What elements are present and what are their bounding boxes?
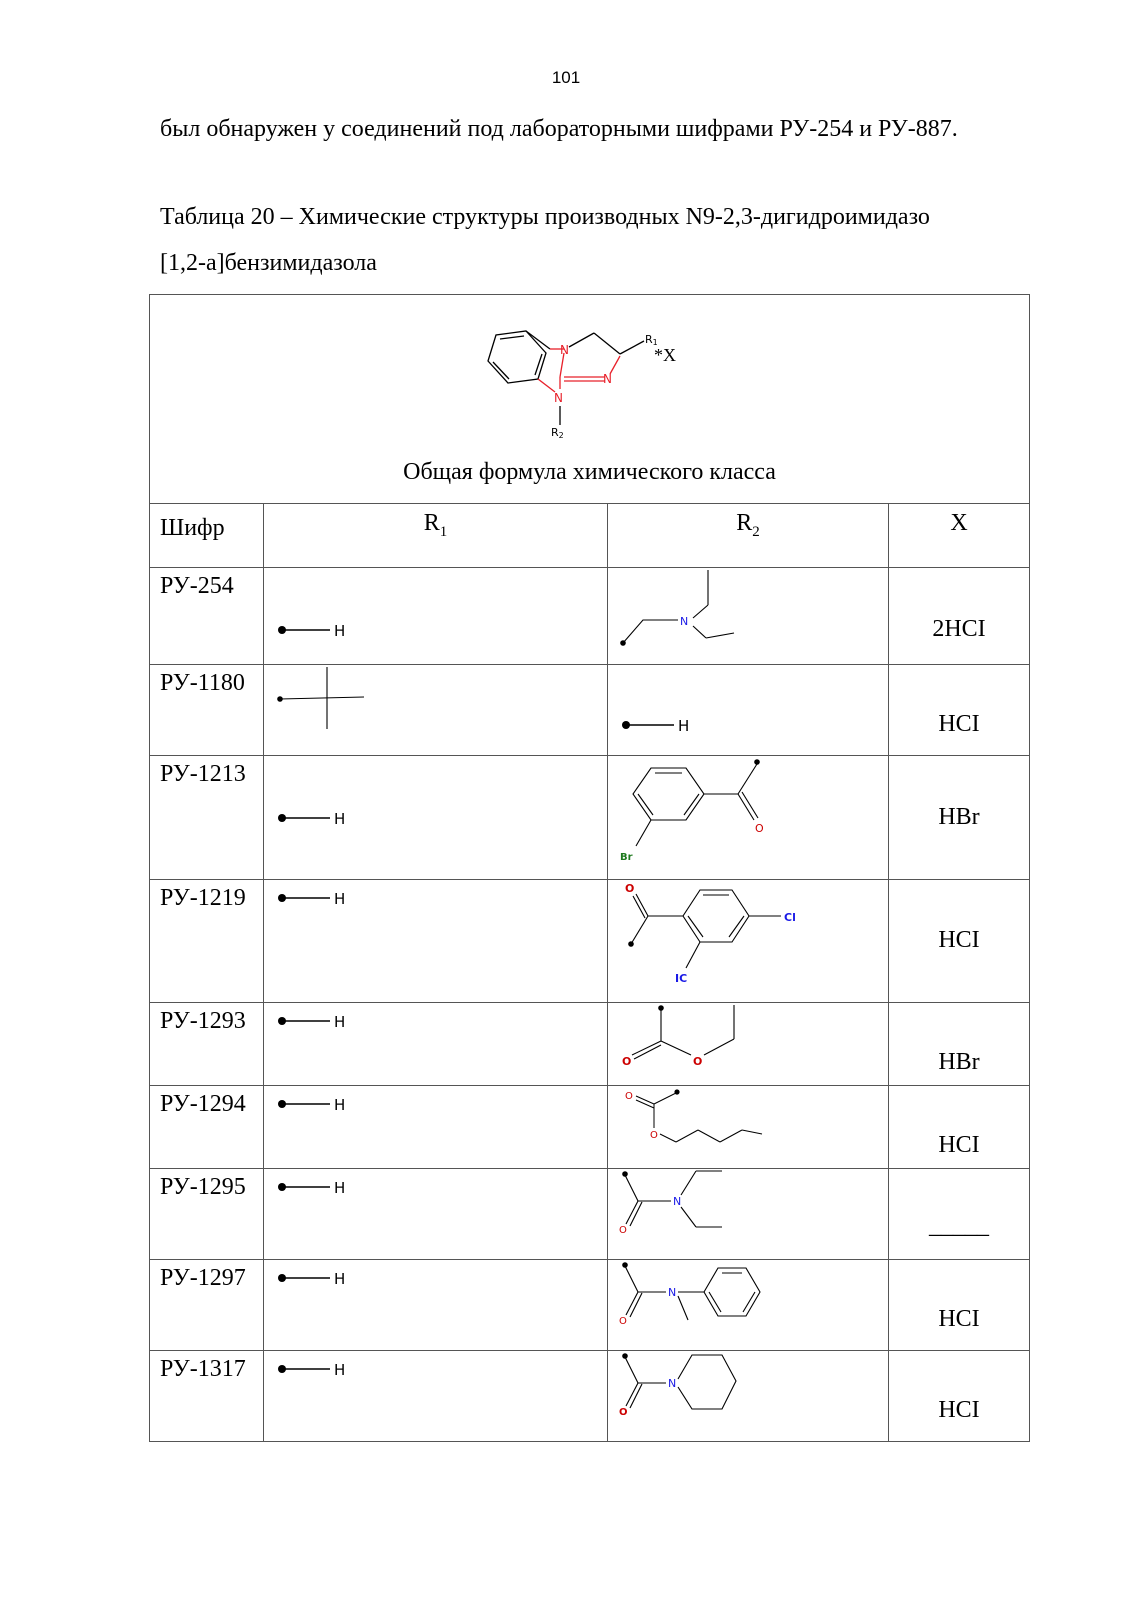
r2-piperidinocarbonyl-structure xyxy=(616,1351,766,1431)
cell-x: HCI xyxy=(889,1351,1030,1442)
svg-text:H: H xyxy=(334,1013,346,1031)
cell-r1 xyxy=(264,665,608,756)
svg-text:H: H xyxy=(334,810,346,828)
cell-r2 xyxy=(608,756,889,880)
r2-ethoxycarbonyl-structure xyxy=(616,1003,756,1078)
svg-text:N: N xyxy=(680,615,689,628)
col-header-code: Шифр xyxy=(150,504,264,568)
atom-n1: N xyxy=(559,343,569,357)
svg-text:IC: IC xyxy=(675,972,688,985)
svg-text:H: H xyxy=(334,1179,346,1197)
table-row xyxy=(150,665,1030,756)
r1-hydrogen-structure xyxy=(276,618,356,642)
table-row xyxy=(150,1260,1030,1351)
atom-n9: N xyxy=(553,391,563,405)
svg-text:N: N xyxy=(668,1377,677,1390)
label-star-x: *X xyxy=(653,345,676,365)
r2-diethylaminoethyl-structure xyxy=(616,568,756,653)
cell-r1 xyxy=(264,1003,608,1086)
table-row xyxy=(150,1003,1030,1086)
r2-butoxycarbonyl-structure xyxy=(616,1086,776,1161)
cell-r1 xyxy=(264,1086,608,1169)
r1-hydrogen-structure xyxy=(276,1357,356,1381)
cell-code: РУ-1293 xyxy=(150,1003,264,1086)
svg-text:O: O xyxy=(619,1407,628,1418)
cell-code: РУ-1219 xyxy=(150,880,264,1003)
cell-x: HBr xyxy=(889,1003,1030,1086)
r2-dichlorobenzoyl-structure xyxy=(616,880,816,995)
r1-hydrogen-structure xyxy=(276,1175,356,1199)
cell-code: РУ-1297 xyxy=(150,1260,264,1351)
svg-text:Cl: Cl xyxy=(784,911,796,924)
r1-hydrogen-structure xyxy=(276,806,356,830)
cell-x: HBr xyxy=(889,756,1030,880)
r1-tert-butyl-structure xyxy=(274,667,374,737)
cell-code: РУ-1180 xyxy=(150,665,264,756)
table-row xyxy=(150,1351,1030,1442)
col-header-x: X xyxy=(889,504,1030,568)
svg-text:O: O xyxy=(625,1091,633,1102)
cell-r1 xyxy=(264,756,608,880)
atom-n2: N xyxy=(602,372,612,386)
cell-r2 xyxy=(608,1260,889,1351)
table-caption-line-2: [1,2-а]бензимидазола xyxy=(160,250,377,276)
table-row xyxy=(150,1169,1030,1260)
svg-text:O: O xyxy=(619,1316,627,1327)
cell-code: РУ-254 xyxy=(150,568,264,665)
table-caption-line-1: Таблица 20 – Химические структуры производных N9-2,3-дигидроимидазо xyxy=(160,204,930,230)
cell-x: _____ xyxy=(889,1169,1030,1260)
r1-hydrogen-structure xyxy=(276,1266,356,1290)
intro-paragraph: был обнаружен у соединений под лабораторными шифрами РУ-254 и РУ-887. xyxy=(160,116,958,142)
svg-text:H: H xyxy=(678,717,690,735)
general-formula-caption: Общая формула химического класса xyxy=(403,459,776,485)
svg-text:N: N xyxy=(668,1286,677,1299)
cell-code: РУ-1294 xyxy=(150,1086,264,1169)
cell-r1 xyxy=(264,880,608,1003)
svg-text:O: O xyxy=(625,882,635,895)
general-formula-cell xyxy=(150,295,1030,504)
label-r2: R2 xyxy=(550,426,564,440)
svg-text:O: O xyxy=(650,1130,658,1141)
r2-methylphenylcarbamoyl-structure xyxy=(616,1260,786,1340)
cell-code: РУ-1317 xyxy=(150,1351,264,1442)
structures-table xyxy=(149,294,1030,1442)
cell-r1 xyxy=(264,568,608,665)
cell-r2 xyxy=(608,1003,889,1086)
col-header-r1: $R_1$ xyxy=(264,504,608,568)
svg-text:O: O xyxy=(755,822,764,835)
table-row xyxy=(150,880,1030,1003)
cell-x: HCI xyxy=(889,880,1030,1003)
r2-hydrogen-structure xyxy=(620,713,700,737)
cell-x: HCI xyxy=(889,1260,1030,1351)
r1-hydrogen-structure xyxy=(276,1009,356,1033)
label-r1: R1 xyxy=(644,333,658,347)
cell-x: 2HCI xyxy=(889,568,1030,665)
cell-r1 xyxy=(264,1260,608,1351)
svg-text:O: O xyxy=(693,1055,703,1068)
cell-r2 xyxy=(608,1351,889,1442)
col-header-r2: $R_2$ xyxy=(608,504,889,568)
r1-hydrogen-structure xyxy=(276,1092,356,1116)
cell-r2 xyxy=(608,1086,889,1169)
cell-r2 xyxy=(608,880,889,1003)
svg-text:N: N xyxy=(673,1195,682,1208)
svg-text:H: H xyxy=(334,622,346,640)
page-number: 101 xyxy=(551,68,581,87)
cell-r2 xyxy=(608,665,889,756)
svg-text:H: H xyxy=(334,1096,346,1114)
table-row xyxy=(150,1086,1030,1169)
general-formula-structure xyxy=(460,321,720,446)
table-row xyxy=(150,568,1030,665)
svg-text:H: H xyxy=(334,1270,346,1288)
r2-bromobenzoyl-structure xyxy=(616,756,786,871)
svg-text:Br: Br xyxy=(620,852,633,863)
cell-x: HCI xyxy=(889,1086,1030,1169)
cell-r2 xyxy=(608,568,889,665)
svg-text:H: H xyxy=(334,890,346,908)
r1-hydrogen-structure xyxy=(276,886,356,910)
cell-r1 xyxy=(264,1351,608,1442)
r2-diethylcarbamoyl-structure xyxy=(616,1169,756,1249)
svg-text:H: H xyxy=(334,1361,346,1379)
svg-text:O: O xyxy=(619,1225,627,1236)
cell-code: РУ-1213 xyxy=(150,756,264,880)
table-row xyxy=(150,756,1030,880)
cell-r2 xyxy=(608,1169,889,1260)
cell-x: HCI xyxy=(889,665,1030,756)
cell-code: РУ-1295 xyxy=(150,1169,264,1260)
cell-r1 xyxy=(264,1169,608,1260)
svg-text:O: O xyxy=(622,1055,632,1068)
